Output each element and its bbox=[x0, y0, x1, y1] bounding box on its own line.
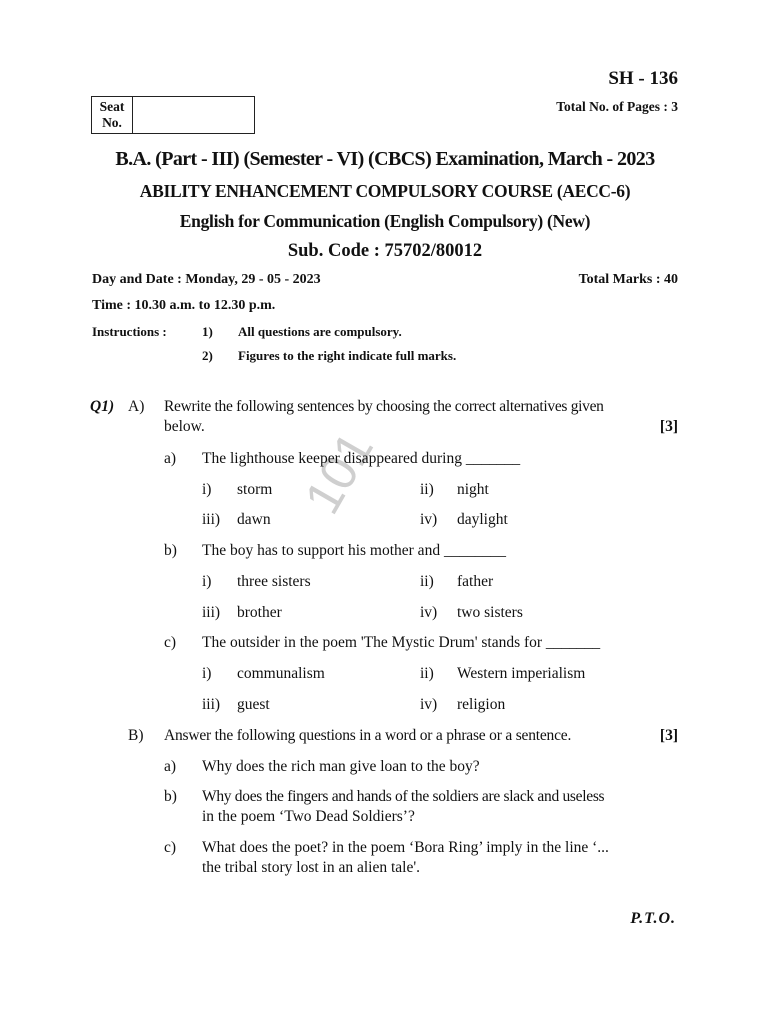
sub-code: Sub. Code : 75702/80012 bbox=[287, 241, 483, 261]
seat-number-box bbox=[91, 96, 255, 134]
exam-title: B.A. (Part - III) (Semester - VI) (CBCS) Examination, March - 2023 bbox=[115, 148, 655, 170]
item-text-cont: the tribal story lost in an alien tale'. bbox=[202, 859, 421, 876]
item-letter: c) bbox=[164, 839, 177, 856]
course-title: ABILITY ENHANCEMENT COMPULSORY COURSE (AECC-6) bbox=[139, 181, 631, 201]
total-marks: Total Marks : 40 bbox=[578, 272, 678, 287]
item-text: What does the poet? in the poem ‘Bora Ring’ imply in the line ‘... bbox=[202, 839, 609, 856]
option-text: communalism bbox=[237, 665, 325, 682]
item-text: The outsider in the poem 'The Mystic Drum' stands for _______ bbox=[202, 634, 601, 651]
part-a-instruction: Rewrite the following sentences by choosing the correct alternatives given bbox=[164, 398, 604, 415]
option-text: father bbox=[457, 573, 494, 590]
item-text-cont: in the poem ‘Two Dead Soldiers’? bbox=[202, 808, 415, 825]
option-num: i) bbox=[202, 481, 212, 498]
seat-number-label bbox=[92, 97, 133, 133]
part-b-marks: [3] bbox=[659, 727, 678, 744]
subject-title: English for Communication (English Compulsory) (New) bbox=[179, 211, 591, 231]
item-letter: a) bbox=[164, 450, 177, 467]
item-letter: c) bbox=[164, 634, 177, 651]
time-row bbox=[92, 298, 678, 314]
option-num: iii) bbox=[202, 511, 221, 528]
instruction-text: All questions are compulsory. bbox=[238, 324, 402, 339]
seat-number-field bbox=[133, 97, 254, 133]
part-b-instruction: Answer the following questions in a word or a phrase or a sentence. bbox=[164, 727, 572, 744]
option-text: brother bbox=[237, 604, 282, 621]
option-num: ii) bbox=[420, 573, 434, 590]
instructions-label: Instructions : bbox=[92, 324, 167, 339]
option-text: daylight bbox=[457, 511, 508, 528]
watermark: 101 bbox=[293, 422, 384, 523]
paper-code: SH - 136 bbox=[608, 68, 678, 89]
instruction-text: Figures to the right indicate full marks. bbox=[238, 348, 457, 363]
seat-label-line1: Seat bbox=[99, 99, 125, 114]
option-num: iv) bbox=[420, 696, 438, 713]
item-letter: a) bbox=[164, 758, 177, 775]
option-text: three sisters bbox=[237, 573, 311, 590]
day-date: Day and Date : Monday, 29 - 05 - 2023 bbox=[92, 272, 321, 287]
part-a-marks: [3] bbox=[659, 418, 678, 435]
exam-time: Time : 10.30 a.m. to 12.30 p.m. bbox=[92, 298, 276, 313]
option-num: ii) bbox=[420, 665, 434, 682]
option-num: iv) bbox=[420, 511, 438, 528]
option-text: guest bbox=[237, 696, 270, 713]
item-text: Why does the rich man give loan to the boy? bbox=[202, 758, 480, 775]
please-turn-over: P.T.O. bbox=[630, 910, 676, 927]
total-pages: Total No. of Pages : 3 bbox=[556, 99, 678, 114]
option-text: religion bbox=[457, 696, 506, 713]
option-num: i) bbox=[202, 665, 212, 682]
option-num: iii) bbox=[202, 696, 221, 713]
item-text: Why does the fingers and hands of the soldiers are slack and useless bbox=[202, 788, 605, 805]
seat-label-line2: No. bbox=[102, 115, 122, 130]
option-text: dawn bbox=[237, 511, 271, 528]
item-letter: b) bbox=[164, 788, 177, 805]
option-num: iv) bbox=[420, 604, 438, 621]
item-text: The boy has to support his mother and ________ bbox=[202, 542, 506, 559]
option-num: iii) bbox=[202, 604, 221, 621]
item-letter: b) bbox=[164, 542, 177, 559]
option-num: i) bbox=[202, 573, 212, 590]
option-num: ii) bbox=[420, 481, 434, 498]
item-text: The lighthouse keeper disappeared during _______ bbox=[202, 450, 521, 467]
option-text: Western imperialism bbox=[457, 665, 586, 682]
part-a-instruction-cont: below. bbox=[164, 418, 205, 435]
option-text: night bbox=[457, 481, 489, 498]
question-number: Q1) bbox=[90, 398, 115, 415]
instruction-num: 1) bbox=[202, 324, 213, 339]
part-letter: B) bbox=[128, 727, 144, 744]
option-text: two sisters bbox=[457, 604, 523, 621]
instruction-num: 2) bbox=[202, 348, 213, 363]
option-text: storm bbox=[237, 481, 273, 498]
date-marks-row bbox=[92, 272, 678, 288]
part-letter: A) bbox=[128, 398, 145, 415]
